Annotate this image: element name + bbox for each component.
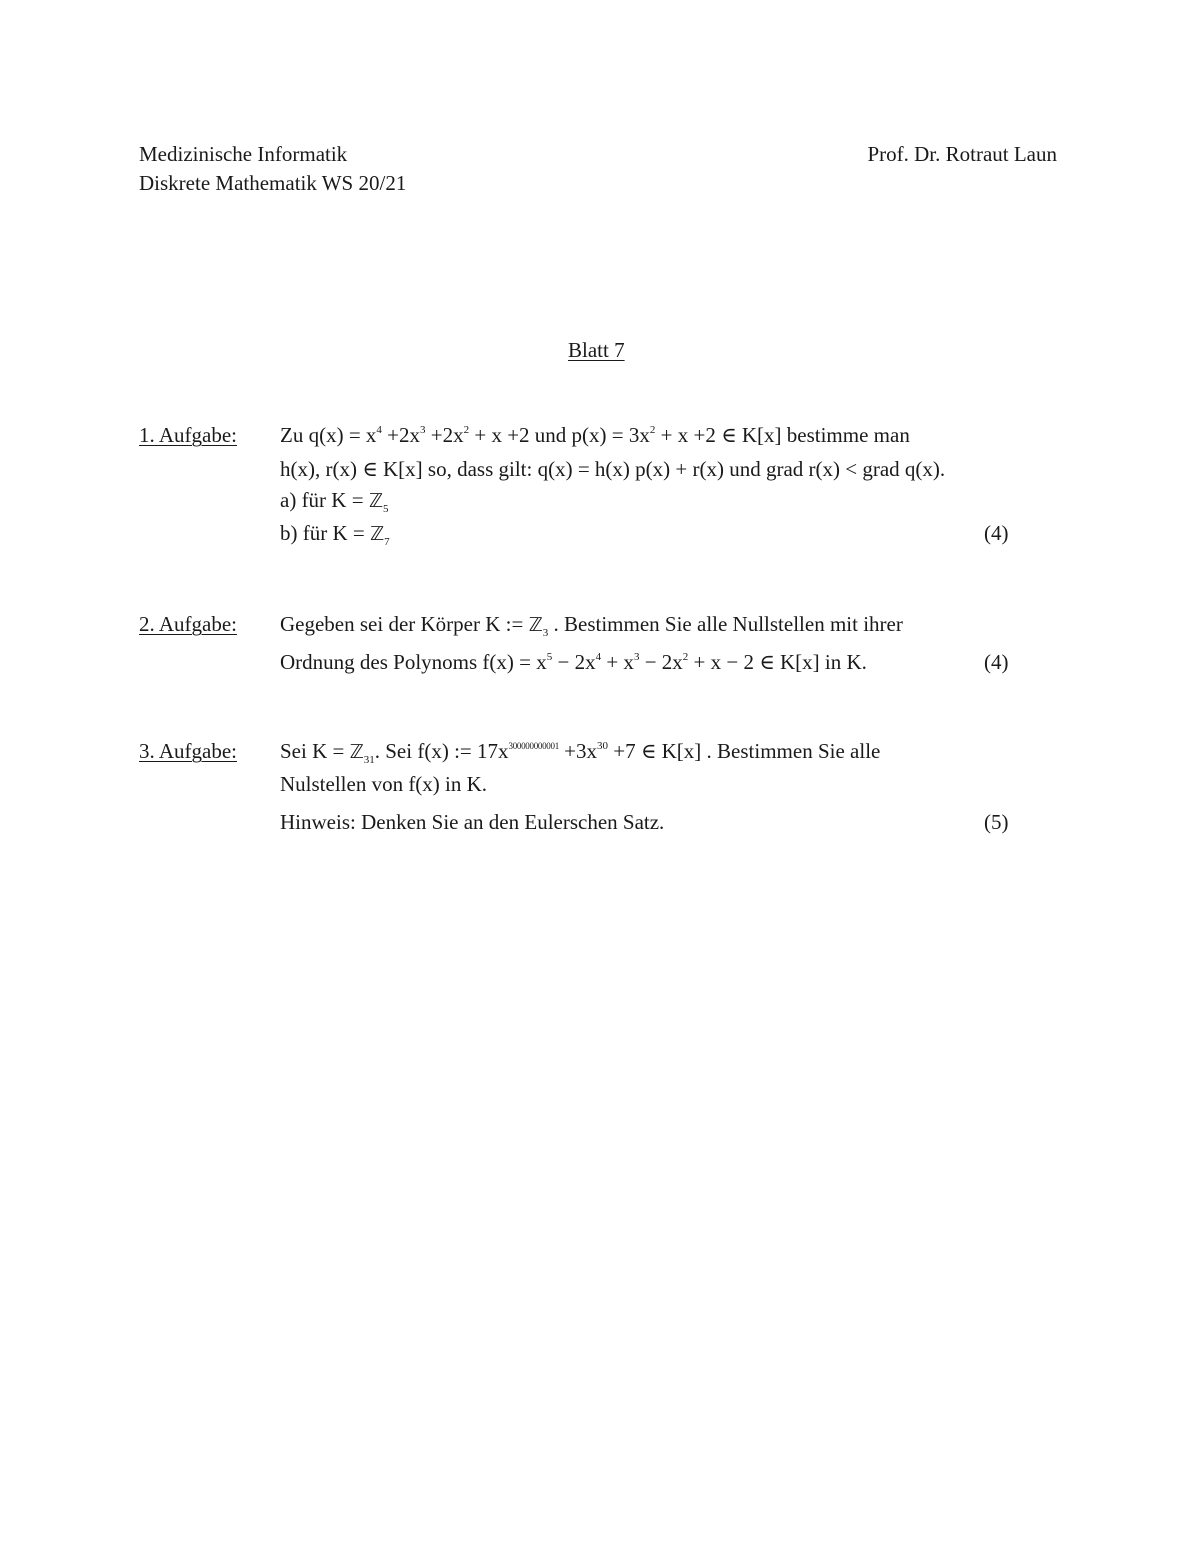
task-hint: Hinweis: Denken Sie an den Eulerschen Satz. <box>280 810 665 834</box>
task-line: Gegeben sei der Körper K := ℤ$_3$ . Bestimmen Sie alle Nullstellen mit ihrer <box>280 612 903 639</box>
task-points: (5) <box>984 810 1009 834</box>
task-subpart-a: a) für K = ℤ$_5$ <box>280 488 389 515</box>
task-label: 1. Aufgabe: <box>139 423 237 447</box>
task-points: (4) <box>984 521 1009 545</box>
task-line: Zu $q(x) = x^4 +2x^3 +2x^2 + x +2$ und $p(x) = 3x^2 + x +2$ ∈ K[x] bestimme man <box>280 423 910 447</box>
sheet-title: Blatt 7 <box>568 338 625 362</box>
task-line: Nulstellen von f(x) in K. <box>280 772 488 796</box>
task-label: 2. Aufgabe: <box>139 612 237 636</box>
task-line: h(x), r(x) ∈ K[x] so, dass gilt: q(x) = h(x) p(x) + r(x) und grad r(x) < grad q(x). <box>280 457 946 481</box>
task-points: (4) <box>984 650 1009 674</box>
subject-line: Diskrete Mathematik WS 20/21 <box>139 171 407 195</box>
professor-name: Prof. Dr. Rotraut Laun <box>867 142 1057 166</box>
task-subpart-b: b) für K = ℤ$_7$ <box>280 521 390 548</box>
task-label: 3. Aufgabe: <box>139 739 237 763</box>
task-line: Ordnung des Polynoms $f(x) = x^5 - 2x^4 + x^3 - 2x^2 + x - 2$ ∈ K[x] in K. <box>280 650 867 674</box>
task-line: Sei K = ℤ$_{31}$. Sei f(x) := $17x^{300000000001} +3x^{30} +7$ ∈ K[x] . Bestimmen Sie alle <box>280 739 881 766</box>
course-line: Medizinische Informatik <box>139 142 348 166</box>
